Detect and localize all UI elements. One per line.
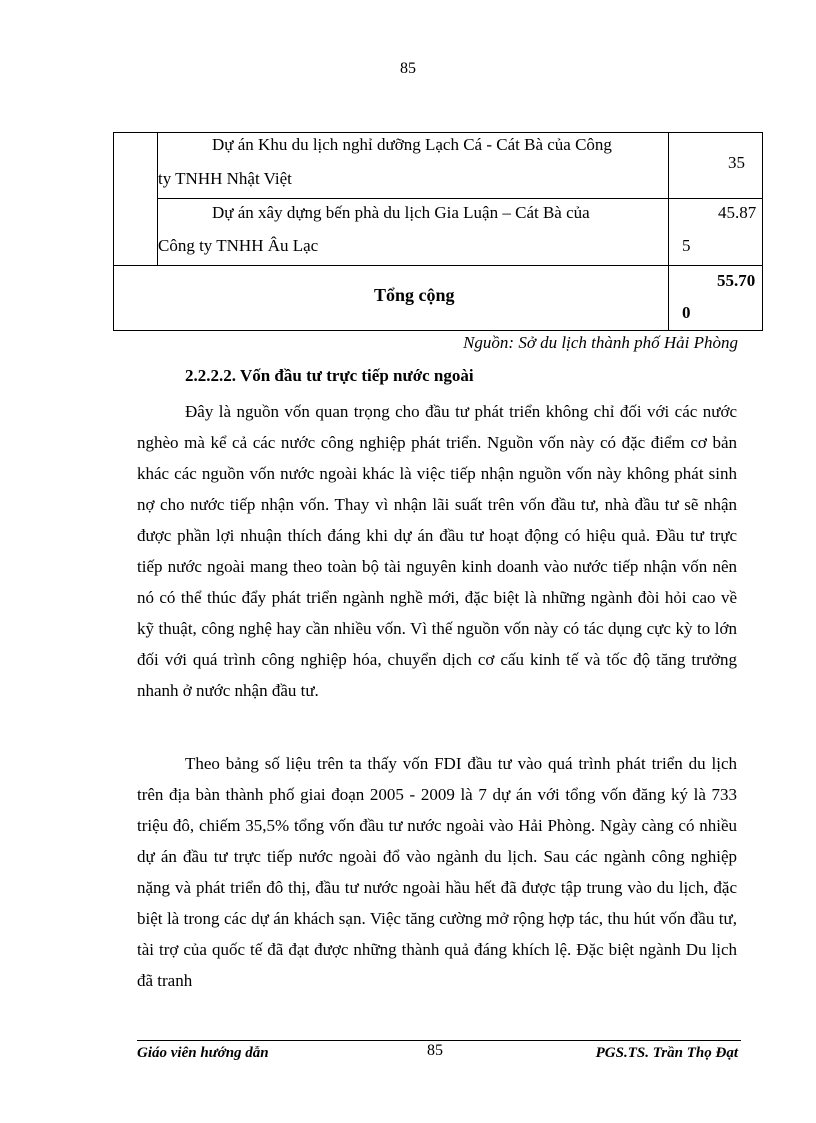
table-row-project-name: Dự án xây dựng bến phà du lịch Gia Luận – Cát Bà của (212, 203, 590, 222)
paragraph-text: Đây là nguồn vốn quan trọng cho đầu tư phát triển không chỉ đối với các nước nghèo mà kể cả các nước công nghiệp phát triển. Nguồn vốn này có đặc điểm cơ bản khác các nguồn vốn nước ngoài khác là việc tiếp nhận nguồn vốn này không phát sinh nợ cho nước tiếp nhận vốn. Thay vì nhận lãi suất trên vốn đầu tư, nhà đầu tư sẽ nhận được phần lợi nhuận thích đáng khi dự án đầu tư hoạt động có hiệu quả. Đầu tư trực tiếp nước ngoài mang theo toàn bộ tài nguyên kinh doanh vào nước tiếp nhận vốn nên nó có thể thúc đẩy phát triển ngành nghề mới, đặc biệt là những ngành đòi hỏi cao về kỹ thuật, công nghệ hay cần nhiều vốn. Vì thế nguồn vốn này có tác dụng cực kỳ to lớn đối với quá trình công nghiệp hóa, chuyển dịch cơ cấu kinh tế và tốc độ tăng trưởng nhanh ở nước nhận đầu tư. (137, 402, 737, 700)
table-row-project-name: Dự án Khu du lịch nghỉ dưỡng Lạch Cá - Cát Bà của Công (212, 135, 612, 154)
footer-page-number: 85 (427, 1042, 443, 1059)
section-heading: 2.2.2.2. Vốn đầu tư trực tiếp nước ngoài (185, 366, 474, 385)
paragraph-text: Theo bảng số liệu trên ta thấy vốn FDI đầu tư vào quá trình phát triển du lịch trên địa bàn thành phố giai đoạn 2005 - 2009 là 7 dự án với tổng vốn đăng ký là 733 triệu đô, chiếm 35,5% tổng vốn đầu tư nước ngoài vào Hải Phòng. Ngày càng có nhiều dự án đầu tư trực tiếp nước ngoài đổ vào ngành du lịch. Sau các ngành công nghiệp nặng và phát triển đô thị, đầu tư nước ngoài hầu hết đã được tập trung vào du lịch, đặc biệt là trong các dự án khách sạn. Việc tăng cường mở rộng hợp tác, thu hút vốn đầu tư, tài trợ của quốc tế đã đạt được những thành quả đáng khích lệ. Đặc biệt ngành Du lịch đã tranh (137, 754, 737, 990)
footer-rule (137, 1040, 741, 1041)
table-divider (114, 265, 762, 266)
table-row-amount: 45.87 (718, 203, 757, 222)
table-total-amount: 55.70 (717, 271, 756, 290)
table-total-label: Tổng cộng (374, 285, 455, 305)
table-divider (668, 133, 669, 330)
page-number-top: 85 (400, 60, 416, 77)
body-paragraph (137, 396, 737, 706)
investment-table (113, 132, 763, 331)
footer-advisor-label: Giáo viên hướng dẫn (137, 1045, 269, 1061)
table-row-project-name: Công ty TNHH Âu Lạc (158, 236, 319, 255)
table-row-amount: 35 (728, 153, 745, 172)
table-row-project-name: ty TNHH Nhật Việt (158, 169, 292, 188)
footer-advisor-name: PGS.TS. Trần Thọ Đạt (595, 1045, 738, 1061)
table-source-note: Nguồn: Sở du lịch thành phố Hải Phòng (463, 333, 738, 352)
table-total-amount: 0 (682, 303, 691, 322)
table-row-amount: 5 (682, 236, 691, 255)
body-paragraph (137, 748, 737, 996)
